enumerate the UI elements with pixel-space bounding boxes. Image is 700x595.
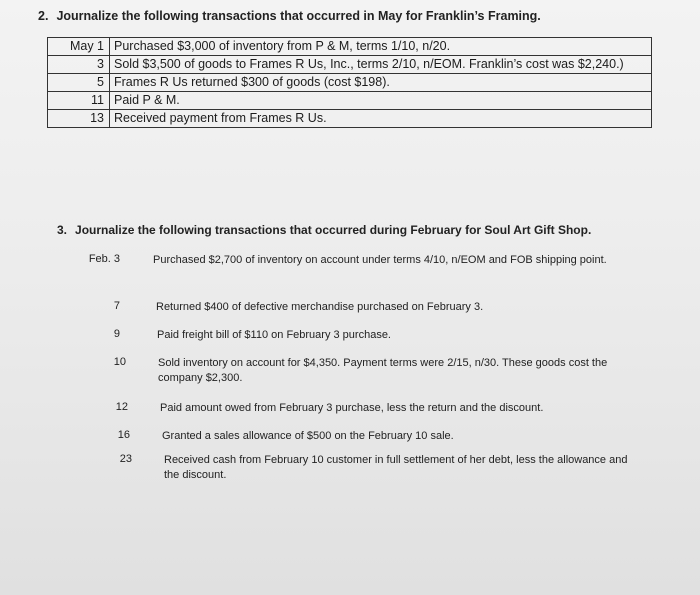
transaction-date: 7 [113, 300, 120, 312]
table-row [48, 92, 652, 110]
question-3-number: 3. [57, 223, 68, 237]
question-3-text: Journalize the following transactions that occurred during February for Soul Art Gift Shop. [75, 223, 592, 237]
transaction-description: Purchased $3,000 of inventory from P & M, terms 1/10, n/20. [110, 38, 652, 56]
table-row [48, 110, 652, 128]
transaction-date: 13 [48, 110, 110, 128]
transaction-description: Received cash from February 10 customer in full settlement of her debt, less the allowance and the discount. [164, 454, 628, 481]
transaction-description: Granted a sales allowance of $500 on the February 10 sale. [162, 430, 454, 442]
question-2-number: 2. [38, 9, 49, 23]
question-3-heading [57, 223, 591, 237]
transaction-date: 5 [48, 74, 110, 92]
transaction-description: Received payment from Frames R Us. [110, 110, 652, 128]
transaction-date: Feb. 3 [88, 253, 120, 265]
transaction-description: Frames R Us returned $300 of goods (cost $198). [110, 74, 652, 92]
table-row [48, 56, 652, 74]
transaction-description: Paid P & M. [110, 92, 652, 110]
transaction-description: Sold $3,500 of goods to Frames R Us, Inc., terms 2/10, n/EOM. Franklin’s cost was $2,240.) [110, 56, 652, 74]
transaction-description: Paid freight bill of $110 on February 3 purchase. [157, 329, 391, 341]
transaction-date: 3 [48, 56, 110, 74]
transaction-date: May 1 [48, 38, 110, 56]
table-row [48, 38, 652, 56]
transaction-date: 9 [113, 328, 120, 340]
transaction-date: 12 [115, 401, 128, 413]
transaction-description: Returned $400 of defective merchandise purchased on February 3. [156, 301, 484, 313]
transaction-description: Paid amount owed from February 3 purchase, less the return and the discount. [160, 402, 544, 414]
table-row [48, 74, 652, 92]
transaction-description: Sold inventory on account for $4,350. Payment terms were 2/15, n/30. These goods cost the company $2,300. [158, 357, 608, 384]
transaction-date: 16 [117, 429, 130, 441]
transaction-date: 10 [113, 356, 126, 368]
transaction-description: Purchased $2,700 of inventory on account under terms 4/10, n/EOM and FOB shipping point. [153, 254, 607, 266]
transaction-date: 23 [119, 453, 132, 465]
question-2-heading [38, 9, 541, 23]
question-2-text: Journalize the following transactions that occurred in May for Franklin’s Framing. [56, 9, 541, 23]
question-2-transaction-table [47, 37, 652, 128]
transaction-date: 11 [48, 92, 110, 110]
